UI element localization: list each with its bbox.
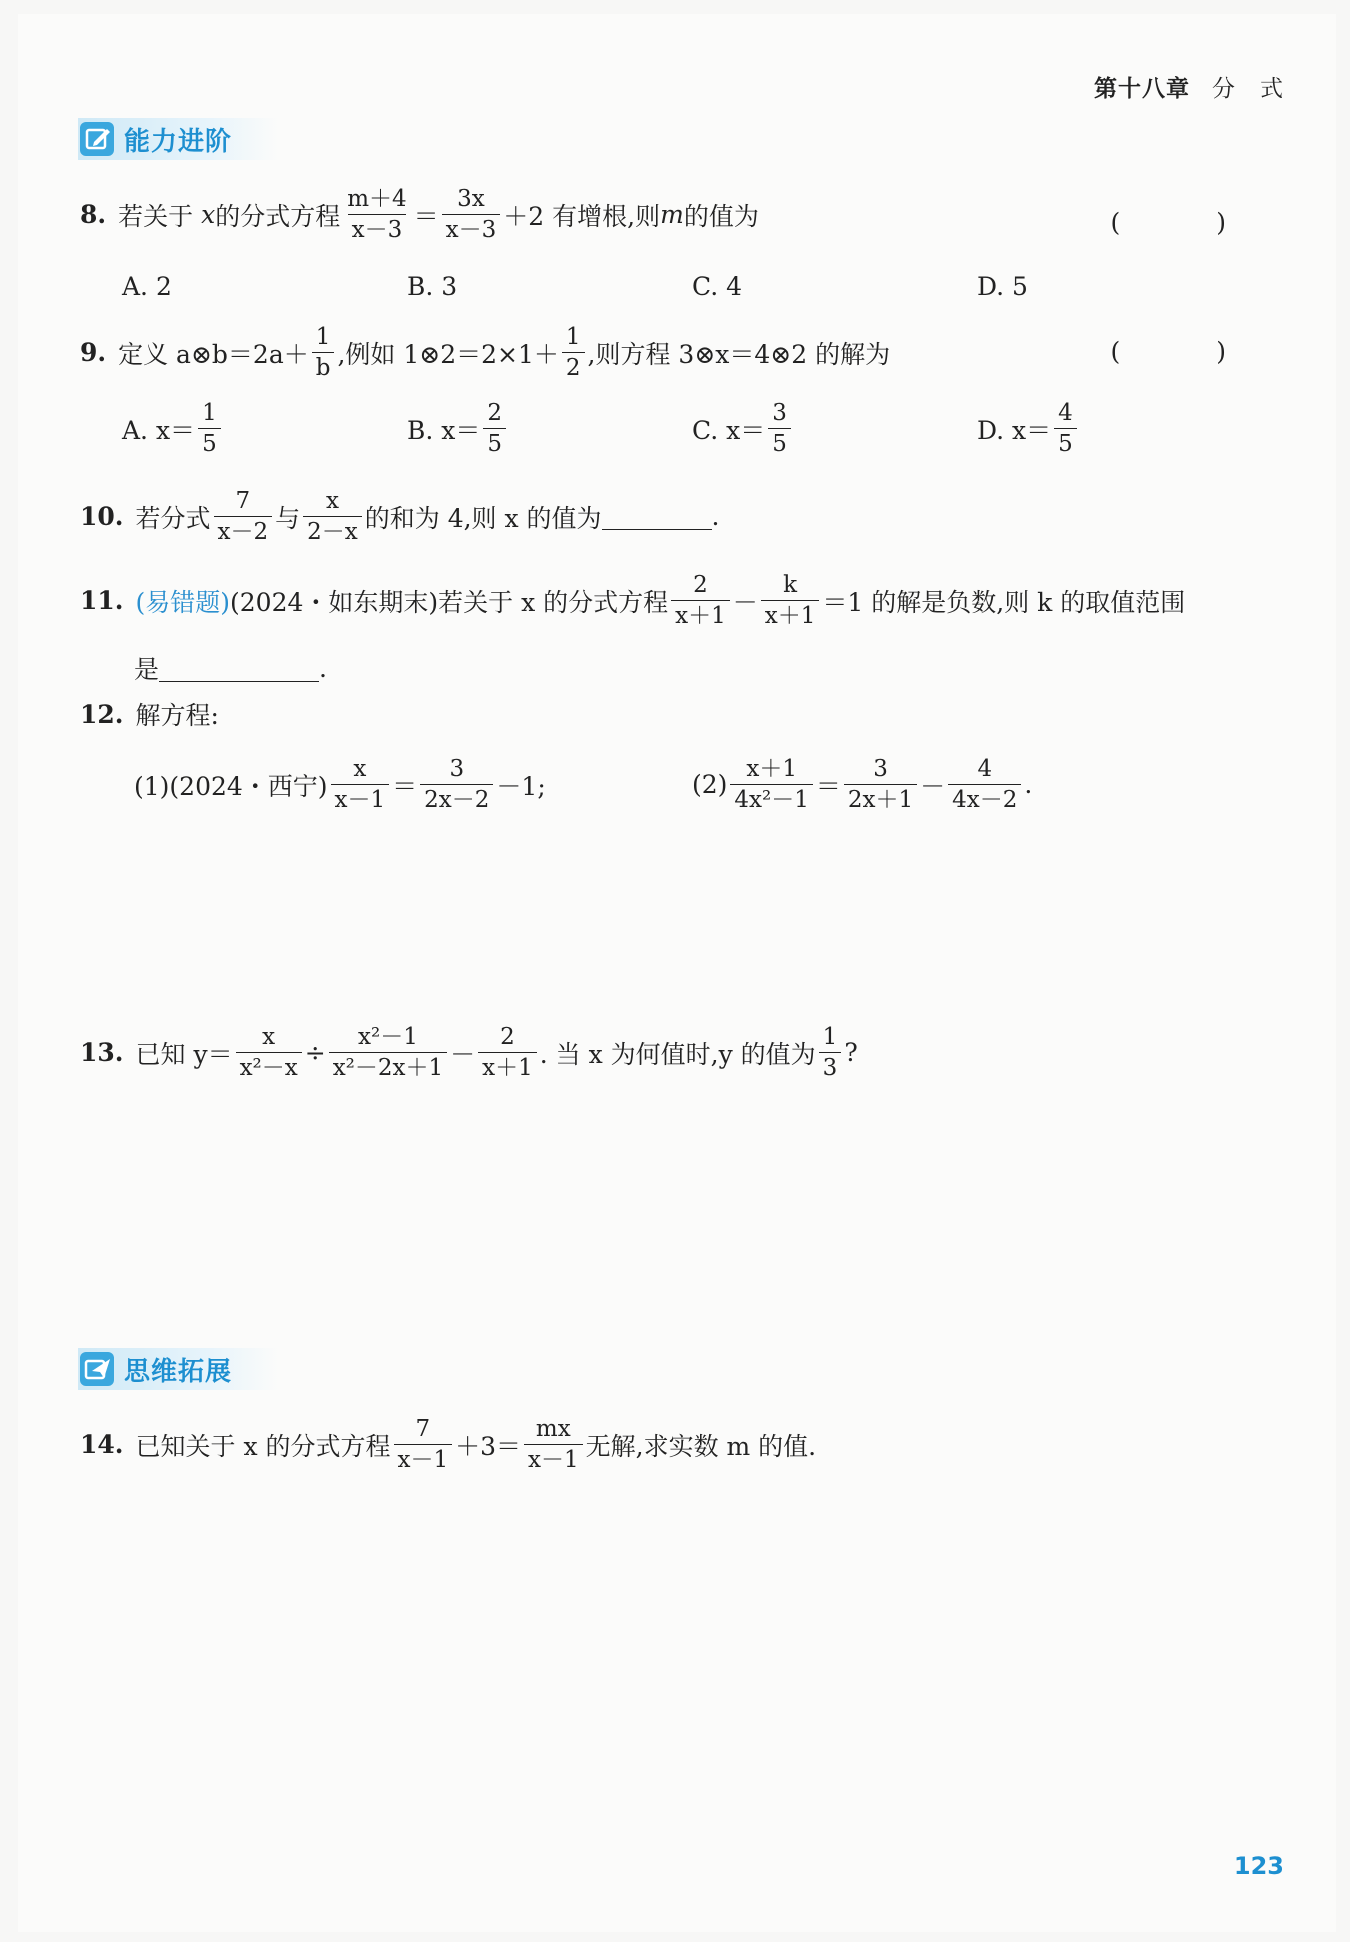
operator: － xyxy=(920,771,946,801)
fraction xyxy=(420,756,493,814)
error-prone-tag: (易错题) xyxy=(135,587,231,617)
option-label: B. x＝ xyxy=(407,415,481,445)
part-label: (1)(2024・西宁) xyxy=(134,771,328,801)
numerator: 7 xyxy=(415,1416,431,1442)
numerator: k xyxy=(783,572,798,598)
fraction xyxy=(343,186,410,244)
option-c: C. 4 xyxy=(692,272,743,301)
question-13 xyxy=(80,1024,858,1082)
fraction xyxy=(730,756,812,814)
numerator: 1 xyxy=(822,1024,838,1050)
answer-bracket: ( ) xyxy=(1110,208,1270,237)
option-c xyxy=(692,400,977,458)
numerator: x xyxy=(325,488,339,514)
fraction xyxy=(312,324,335,382)
section-heading-ability xyxy=(78,118,278,160)
denominator: 2x－2 xyxy=(420,784,493,813)
fraction xyxy=(198,400,221,458)
option-label: C. x＝ xyxy=(692,415,766,445)
answer-bracket: ( ) xyxy=(1110,337,1270,366)
text: 已知 y＝ xyxy=(135,1039,233,1069)
operator: ＝ xyxy=(815,771,841,801)
text: －1; xyxy=(496,771,546,801)
edit-pencil-icon xyxy=(80,122,114,156)
variable: x xyxy=(201,200,216,230)
option-d: D. 5 xyxy=(977,272,1028,301)
question-number: 11. xyxy=(80,586,124,616)
option-b xyxy=(407,400,692,458)
text: 已知关于 x 的分式方程 xyxy=(135,1431,391,1461)
denominator: x－3 xyxy=(348,214,407,243)
operator: ＝ xyxy=(392,771,418,801)
part-label: (2) xyxy=(692,770,728,800)
question-number: 13. xyxy=(80,1038,124,1068)
fraction xyxy=(442,186,501,244)
page-header xyxy=(1094,70,1284,103)
fraction xyxy=(214,488,273,546)
text: 的和为 4,则 x 的值为 xyxy=(364,503,602,533)
numerator: x xyxy=(353,756,367,782)
chapter-title: 分 式 xyxy=(1212,76,1284,102)
text: ＋2 有增根,则 xyxy=(503,201,661,231)
denominator: 5 xyxy=(483,428,506,457)
numerator: 4 xyxy=(977,756,993,782)
text: 无解,求实数 m 的值. xyxy=(585,1431,817,1461)
numerator: 3 xyxy=(772,400,787,426)
text: 若关于 x 的分式方程 xyxy=(438,587,669,617)
numerator: x²－1 xyxy=(358,1024,418,1050)
denominator: 2 xyxy=(562,352,585,381)
denominator: 4x－2 xyxy=(948,784,1021,813)
option-a xyxy=(122,400,407,458)
question-12-part-1 xyxy=(134,756,546,814)
fraction xyxy=(761,572,820,630)
section-title: 思维拓展 xyxy=(124,1356,233,1387)
numerator: 7 xyxy=(235,488,251,514)
fraction xyxy=(478,1024,537,1082)
fraction xyxy=(671,572,730,630)
denominator: x－3 xyxy=(442,214,501,243)
denominator: 4x²－1 xyxy=(730,784,812,813)
denominator: x＋1 xyxy=(671,600,730,629)
operator: ＝ xyxy=(413,201,439,231)
text: 解方程: xyxy=(135,701,219,730)
denominator: x²－x xyxy=(236,1052,302,1081)
numerator: 4 xyxy=(1058,400,1073,426)
operator: ÷ xyxy=(304,1038,326,1068)
denominator: 5 xyxy=(768,428,791,457)
denominator: x²－2x＋1 xyxy=(329,1052,447,1081)
variable: m xyxy=(660,200,684,230)
question-11-cont xyxy=(134,650,327,686)
chapter-number: 第十八章 xyxy=(1094,76,1190,102)
paper-plane-icon xyxy=(80,1352,114,1386)
option-label: A. x＝ xyxy=(122,415,196,445)
text: ? xyxy=(844,1038,858,1068)
denominator: 5 xyxy=(1054,428,1077,457)
fraction xyxy=(236,1024,302,1082)
question-11 xyxy=(80,572,1185,630)
page-number: 123 xyxy=(1233,1852,1284,1880)
option-d xyxy=(977,400,1262,458)
fraction xyxy=(1054,400,1077,458)
denominator: x－1 xyxy=(331,784,390,813)
text: 若关于 xyxy=(118,201,194,231)
text: 的值为 xyxy=(683,201,759,231)
fraction xyxy=(483,400,506,458)
fraction xyxy=(948,756,1021,814)
numerator: 2 xyxy=(487,400,503,426)
text: . 当 x 为何值时,y 的值为 xyxy=(539,1039,816,1069)
fraction xyxy=(331,756,390,814)
numerator: 3 xyxy=(449,756,465,782)
numerator: 1 xyxy=(202,400,217,426)
text: . xyxy=(1024,770,1033,800)
numerator: m＋4 xyxy=(347,186,407,212)
options-row xyxy=(122,400,1262,458)
question-8 xyxy=(80,186,759,244)
text: . xyxy=(711,502,720,532)
denominator: 2x＋1 xyxy=(844,784,917,813)
fraction xyxy=(329,1024,447,1082)
fraction xyxy=(524,1416,583,1474)
text: . xyxy=(319,653,327,683)
question-12 xyxy=(80,696,219,732)
question-9 xyxy=(80,324,890,382)
text: 与 xyxy=(275,503,301,533)
denominator: x－1 xyxy=(394,1444,453,1473)
section-heading-thinking xyxy=(78,1348,278,1390)
denominator: 5 xyxy=(198,428,221,457)
question-10 xyxy=(80,488,720,546)
question-14 xyxy=(80,1416,816,1474)
numerator: 1 xyxy=(315,324,331,350)
operator: － xyxy=(732,587,758,617)
source-label: (2024・如东期末) xyxy=(230,587,439,617)
page xyxy=(18,14,1336,1932)
fraction xyxy=(562,324,585,382)
denominator: 3 xyxy=(819,1052,842,1081)
option-a: A. 2 xyxy=(122,272,172,301)
question-number: 12. xyxy=(80,699,124,729)
text: 定义 a⊗b＝2a＋ xyxy=(118,339,309,369)
text: 若分式 xyxy=(135,503,211,533)
fraction xyxy=(303,488,362,546)
option-b: B. 3 xyxy=(407,272,458,301)
numerator: 3x xyxy=(457,186,485,212)
denominator: 2－x xyxy=(303,516,362,545)
text: ,则方程 3⊗x＝4⊗2 的解为 xyxy=(587,339,891,369)
numerator: x xyxy=(262,1024,276,1050)
fraction xyxy=(394,1416,453,1474)
question-12-part-2 xyxy=(692,756,1032,814)
denominator: x＋1 xyxy=(761,600,820,629)
denominator: b xyxy=(312,352,335,381)
answer-blank[interactable] xyxy=(602,503,712,530)
text: 的分式方程 xyxy=(215,201,341,231)
fraction xyxy=(819,1024,842,1082)
numerator: 2 xyxy=(500,1024,515,1050)
fraction xyxy=(844,756,917,814)
text: ＝1 的解是负数,则 k 的取值范围 xyxy=(822,587,1186,617)
operator: － xyxy=(450,1039,476,1069)
option-label: D. x＝ xyxy=(977,415,1052,445)
denominator: x＋1 xyxy=(478,1052,537,1081)
question-number: 14. xyxy=(80,1430,124,1460)
denominator: x－2 xyxy=(214,516,273,545)
options-row xyxy=(122,272,1262,301)
numerator: 2 xyxy=(693,572,708,598)
text: 是 xyxy=(134,655,160,684)
question-number: 8. xyxy=(80,200,107,230)
numerator: 3 xyxy=(873,756,888,782)
text: ＋3＝ xyxy=(455,1431,522,1461)
numerator: x＋1 xyxy=(746,756,797,782)
section-title: 能力进阶 xyxy=(124,126,233,157)
fraction xyxy=(768,400,791,458)
numerator: mx xyxy=(535,1416,571,1442)
denominator: x－1 xyxy=(524,1444,583,1473)
numerator: 1 xyxy=(565,324,581,350)
question-number: 9. xyxy=(80,338,107,368)
question-number: 10. xyxy=(80,502,124,532)
answer-blank[interactable] xyxy=(159,655,319,682)
text: ,例如 1⊗2＝2×1＋ xyxy=(337,339,559,369)
